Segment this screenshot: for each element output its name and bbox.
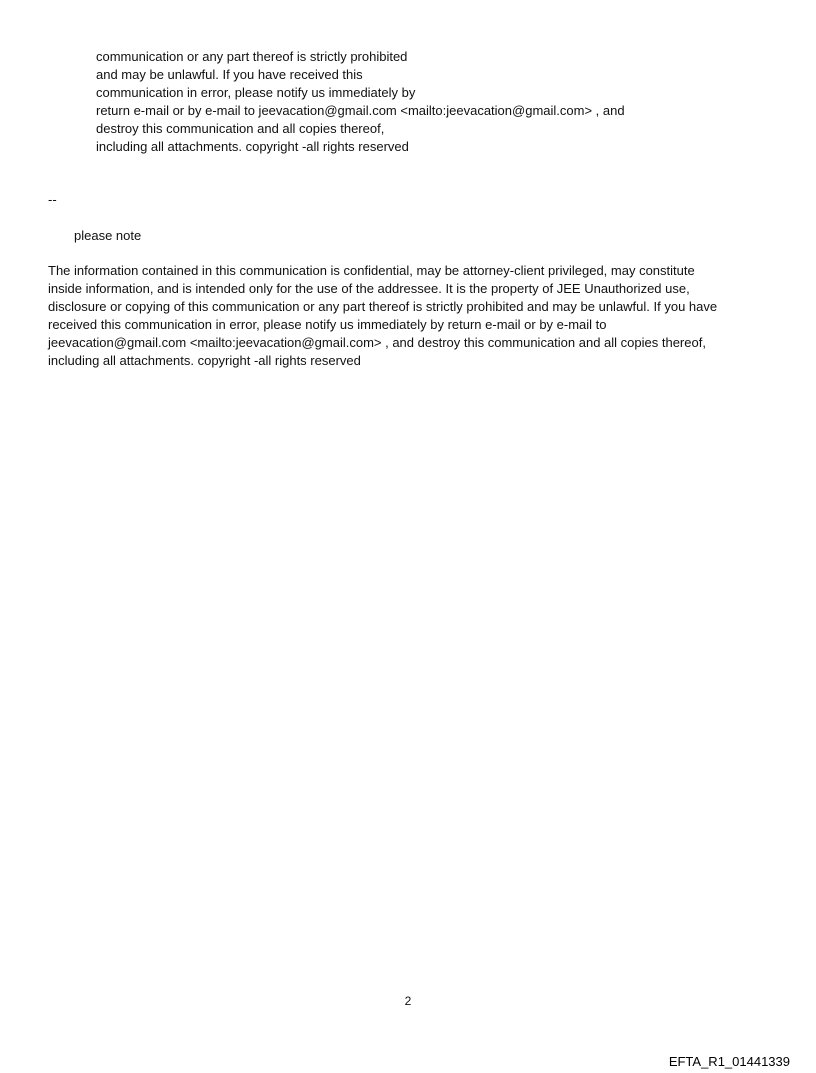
note-heading: please note <box>74 228 142 243</box>
quoted-line: and may be unlawful. If you have received this <box>96 67 363 82</box>
disclaimer-line: The information contained in this communication is confidential, may be attorney-client privileged, may constitute <box>48 263 695 278</box>
disclaimer-line: including all attachments. copyright -all rights reserved <box>48 353 361 368</box>
disclaimer-line: received this communication in error, please notify us immediately by return e-mail or by e-mail to <box>48 317 607 332</box>
quoted-line: communication in error, please notify us immediately by <box>96 85 416 100</box>
page-number: 2 <box>404 994 412 1008</box>
quoted-line: communication or any part thereof is strictly prohibited <box>96 49 408 64</box>
quoted-line: destroy this communication and all copies thereof, <box>96 121 385 136</box>
disclaimer-line: inside information, and is intended only for the use of the addressee. It is the property of JEE Unauthorized use, <box>48 281 690 296</box>
disclaimer-line: disclosure or copying of this communication or any part thereof is strictly prohibited and may be unlawful. If you have <box>48 299 718 314</box>
document-id: EFTA_R1_01441339 <box>668 1054 790 1069</box>
quoted-line: return e-mail or by e-mail to jeevacation@gmail.com <mailto:jeevacation@gmail.com> , and <box>96 103 625 118</box>
quoted-disclaimer-block <box>96 48 736 156</box>
disclaimer-line: jeevacation@gmail.com <mailto:jeevacation@gmail.com> , and destroy this communication and all copies thereof, <box>48 335 706 350</box>
disclaimer-paragraph <box>48 262 768 370</box>
quoted-line: including all attachments. copyright -all rights reserved <box>96 139 409 154</box>
signature-separator: -- <box>48 192 57 207</box>
